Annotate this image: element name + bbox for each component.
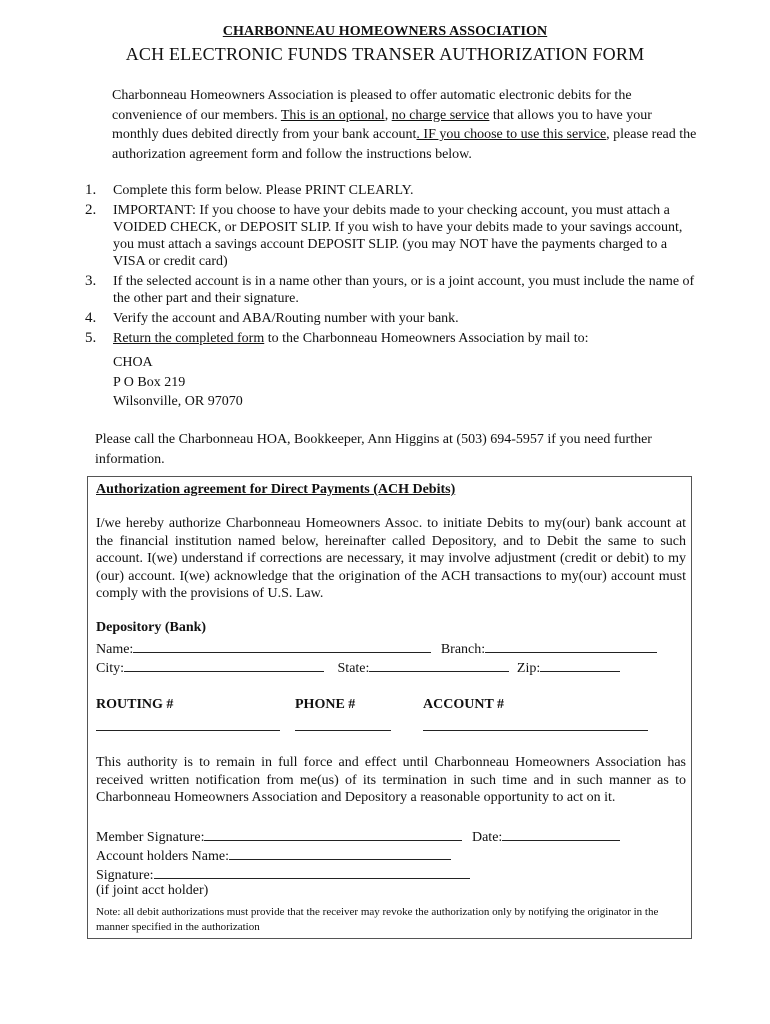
bank-name-label: Name: (96, 642, 134, 657)
joint-signature-row (96, 865, 470, 884)
intro-text-1: Charbonneau Homeowners Association is pleased to offer automatic electronic debits for the convenience of our members. (112, 88, 632, 123)
form-title: ACH ELECTRONIC FUNDS TRANSER AUTHORIZATION FORM (125, 44, 645, 64)
address-line-1: CHOA (113, 355, 153, 370)
branch-label: Branch: (440, 642, 486, 657)
mailing-address (113, 353, 243, 412)
step-underline-return: Return the completed form (113, 331, 265, 346)
routing-field[interactable] (96, 730, 280, 731)
step-number: 1. (85, 182, 97, 198)
step-number: 3. (85, 273, 97, 289)
instruction-item (85, 202, 700, 270)
instruction-list (85, 182, 700, 350)
instruction-item (85, 310, 700, 327)
joint-signature-label: Signature: (96, 868, 154, 883)
intro-underline-optional: This is an optional (280, 107, 385, 123)
instruction-item (85, 330, 700, 347)
intro-underline-if-choose: . IF you choose to use this service (416, 127, 607, 142)
intro-underline-no-charge: no charge service (391, 107, 490, 123)
agreement-heading: Authorization agreement for Direct Payments (ACH Debits) (96, 482, 456, 497)
routing-label: ROUTING # (96, 697, 174, 712)
step-number: 5. (85, 330, 97, 346)
bank-city-row (96, 658, 620, 677)
branch-field[interactable] (485, 639, 657, 653)
step-number: 4. (85, 310, 97, 326)
state-field[interactable] (369, 658, 509, 672)
step-text: IMPORTANT: If you choose to have your debits made to your checking account, you must attach a VOIDED CHECK, or DEPOSIT SLIP. If you wish to have your debits made to your savings account, you must attach a savings account DEPOSIT SLIP. (you may NOT have the payments charged to a VISA or credit card) (113, 203, 683, 269)
bank-name-field[interactable] (133, 639, 431, 653)
revocation-note: Note: all debit authorizations must provide that the receiver may revoke the authorization only by notifying the originator in the manner specified in the authorization (96, 906, 659, 933)
member-signature-label: Member Signature: (96, 830, 205, 845)
zip-field[interactable] (540, 658, 620, 672)
account-field[interactable] (423, 730, 648, 731)
step-number: 2. (85, 202, 97, 218)
authority-statement: This authority is to remain in full force and effect until Charbonneau Homeowners Association has received written notification from me(us) of its termination in such time and in such manner as to Charbonneau Homeowners Association and Depository a reasonable opportunity to act on it. (96, 755, 686, 805)
member-signature-row (96, 827, 620, 846)
account-holders-row (96, 846, 451, 865)
date-label: Date: (471, 830, 503, 845)
address-line-3: Wilsonville, OR 97070 (113, 394, 243, 409)
date-field[interactable] (502, 827, 620, 841)
intro-text-3: that allows you to have your monthly dues debited directly from your bank account (112, 107, 652, 142)
step-text: Complete this form below. Please PRINT CLEARLY. (113, 183, 414, 198)
city-label: City: (96, 661, 125, 676)
bank-name-row (96, 639, 657, 658)
agreement-body: I/we hereby authorize Charbonneau Homeowners Assoc. to initiate Debits to my(our) bank account at the financial institution named below, hereinafter called Depository, and to Debit the same to such account. I(we) understand if corrections are necessary, it may involve adjustment (credit or debit) to my (our) account. I(we) acknowledge that the origination of the ACH transactions to my(our) account must comply with the provisions of U.S. Law. (96, 516, 686, 601)
phone-field[interactable] (295, 730, 391, 731)
account-holders-field[interactable] (229, 846, 451, 860)
joint-holder-note: (if joint acct holder) (96, 883, 209, 898)
instruction-item (85, 182, 700, 199)
member-signature-field[interactable] (204, 827, 462, 841)
intro-paragraph (112, 86, 702, 164)
contact-info: Please call the Charbonneau HOA, Bookkeeper, Ann Higgins at (503) 694-5957 if you need further information. (95, 432, 652, 467)
instruction-item (85, 273, 700, 307)
account-label: ACCOUNT # (423, 697, 505, 712)
step-text: Verify the account and ABA/Routing number with your bank. (113, 311, 459, 326)
step-text: to the Charbonneau Homeowners Association by mail to: (264, 331, 589, 346)
address-line-2: P O Box 219 (113, 374, 186, 390)
intro-text-2: , (384, 107, 392, 123)
phone-label: PHONE # (295, 697, 356, 712)
depository-heading: Depository (Bank) (96, 620, 207, 635)
state-label: State: (337, 661, 370, 676)
authorization-agreement-box (87, 476, 692, 939)
account-holders-label: Account holders Name: (96, 849, 229, 864)
zip-label: Zip: (516, 661, 541, 676)
city-field[interactable] (124, 658, 324, 672)
intro-text-4: , please read the authorization agreement form and follow the instructions below. (112, 127, 697, 162)
joint-signature-field[interactable] (154, 865, 470, 879)
step-text: If the selected account is in a name other than yours, or is a joint account, you must include the name of the other part and their signature. (113, 274, 695, 306)
organization-name: CHARBONNEAU HOMEOWNERS ASSOCIATION (222, 24, 548, 39)
